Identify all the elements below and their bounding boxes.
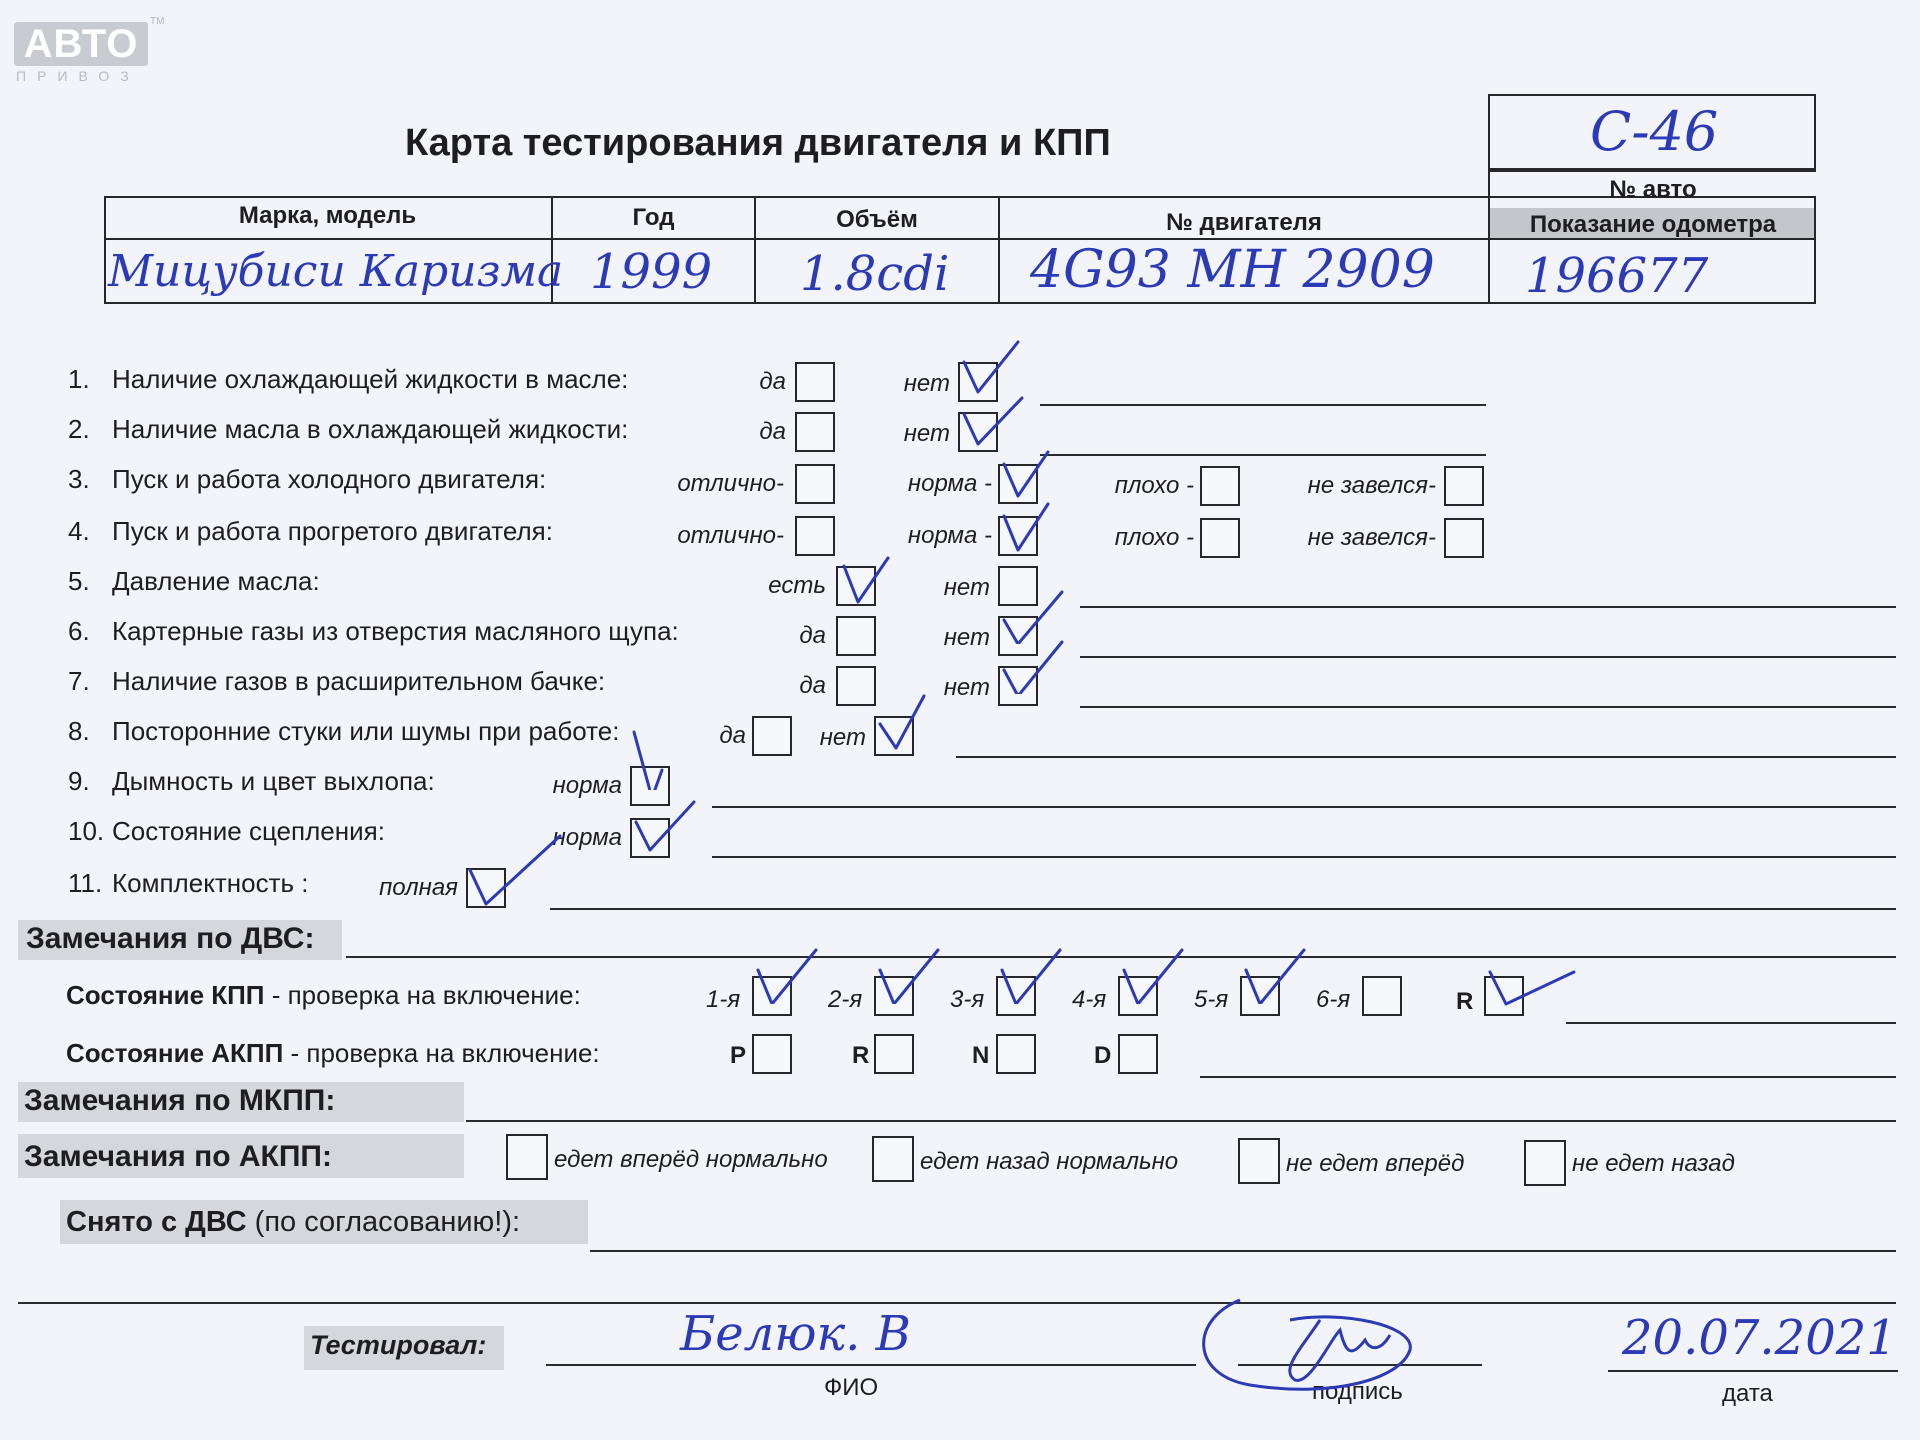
option-label: едет вперёд нормально — [554, 1146, 828, 1173]
checkbox-mode-p[interactable] — [752, 1034, 792, 1074]
checkbox-q7-yes[interactable] — [836, 666, 876, 706]
mode-label: N — [972, 1042, 990, 1069]
remarks-akpp-label: Замечания по АКПП: — [24, 1140, 332, 1173]
fio-line[interactable] — [546, 1364, 1196, 1366]
check-mark-q11 — [464, 830, 564, 910]
checkbox-q3-excellent[interactable] — [795, 464, 835, 504]
checkbox-q3-bad[interactable] — [1200, 466, 1240, 506]
question-2: 2. Наличие масла в охлаждающей жидкости: — [68, 414, 629, 444]
option-label: плохо - — [1114, 472, 1194, 499]
checkbox-akpp-reverse-ok[interactable] — [872, 1136, 914, 1182]
removed-label: Снято с ДВС (по согласованию!): — [66, 1206, 521, 1238]
question-3: 3. Пуск и работа холодного двигателя: — [68, 464, 547, 494]
option-label: отлично- — [677, 522, 784, 549]
kpp-notes-line[interactable] — [1566, 1022, 1896, 1024]
make-model-value: Мицубиси Каризма — [108, 246, 564, 297]
check-mark-q10 — [628, 798, 698, 858]
question-8: 8. Посторонние стуки или шумы при работе: — [68, 716, 620, 746]
checkbox-q1-yes[interactable] — [795, 362, 835, 402]
checkbox-q4-bad[interactable] — [1200, 518, 1240, 558]
question-9: 9. Дымность и цвет выхлопа: — [68, 766, 435, 796]
option-label: нет — [943, 574, 990, 601]
check-mark-q1 — [956, 336, 1026, 396]
car-number-label-divider — [1488, 170, 1816, 172]
option-label: не завелся- — [1307, 524, 1436, 551]
notes-line-q9[interactable] — [712, 806, 1896, 808]
volume-value: 1.8сdi — [800, 246, 950, 302]
checkbox-gear-6[interactable] — [1362, 976, 1402, 1016]
engine-number-label: № двигателя — [1166, 209, 1322, 236]
option-label: да — [759, 418, 786, 445]
signature-drawing — [1180, 1280, 1450, 1400]
date-line[interactable] — [1608, 1370, 1898, 1372]
check-mark-gear-r — [1482, 950, 1582, 1010]
option-label: полная — [379, 874, 458, 901]
check-mark-q3 — [996, 440, 1066, 500]
checkbox-mode-r[interactable] — [874, 1034, 914, 1074]
test-date: 20.07.2021 — [1622, 1310, 1897, 1366]
odometer-label: Показание одометра — [1529, 211, 1777, 238]
question-5: 5. Давление масла: — [68, 566, 320, 596]
logo-subtitle: ПРИВОЗ — [16, 68, 140, 84]
signature-label: подпись — [1312, 1378, 1403, 1405]
year-value: 1999 — [590, 244, 713, 300]
check-mark-gear-5 — [1238, 944, 1308, 1004]
option-label: отлично- — [677, 470, 784, 497]
option-label: нет — [903, 420, 950, 447]
option-label: плохо - — [1114, 524, 1194, 551]
checkbox-mode-n[interactable] — [996, 1034, 1036, 1074]
mode-label: R — [852, 1042, 870, 1069]
option-label: норма — [552, 824, 622, 851]
check-mark-q8 — [872, 690, 942, 750]
brand-logo: АВТО — [14, 22, 148, 66]
check-mark-q7 — [996, 634, 1066, 694]
question-10: 10. Состояние сцепления: — [68, 816, 385, 846]
notes-line-q10[interactable] — [712, 856, 1896, 858]
gear-label: R — [1456, 988, 1474, 1015]
odometer-value: 196677 — [1525, 248, 1709, 304]
option-label: не едет назад — [1572, 1150, 1735, 1177]
check-mark-gear-1 — [750, 944, 820, 1004]
notes-line-q11[interactable] — [550, 908, 1896, 910]
option-label: да — [799, 672, 826, 699]
check-mark-gear-3 — [994, 944, 1064, 1004]
car-number-value: C-46 — [1590, 100, 1719, 163]
checkbox-q4-no-start[interactable] — [1444, 518, 1484, 558]
mode-label: P — [730, 1042, 747, 1069]
checkbox-q2-yes[interactable] — [795, 412, 835, 452]
volume-label: Объём — [836, 206, 918, 233]
tested-label: Тестировал: — [310, 1330, 487, 1360]
checkbox-akpp-no-reverse[interactable] — [1524, 1140, 1566, 1186]
option-label: нет — [943, 674, 990, 701]
checkbox-q6-yes[interactable] — [836, 616, 876, 656]
notes-line-q5[interactable] — [1080, 606, 1896, 608]
option-label: не завелся- — [1307, 472, 1436, 499]
notes-line-q7[interactable] — [1080, 706, 1896, 708]
separator-line — [18, 1302, 1896, 1304]
option-label: да — [759, 368, 786, 395]
checkbox-mode-d[interactable] — [1118, 1034, 1158, 1074]
check-mark-q9 — [628, 730, 698, 790]
option-label: нет — [903, 370, 950, 397]
gear-label: 6-я — [1316, 986, 1351, 1013]
akpp-notes-line[interactable] — [1200, 1076, 1896, 1078]
gear-label: 5-я — [1194, 986, 1229, 1013]
check-mark-gear-4 — [1116, 944, 1186, 1004]
engine-number-value: 4G93 MH 2909 — [1030, 240, 1435, 300]
check-mark-q4 — [996, 494, 1066, 554]
option-label: норма - — [907, 522, 992, 549]
notes-line-q8[interactable] — [956, 756, 1896, 758]
fio-label: ФИО — [824, 1374, 879, 1401]
gear-label: 2-я — [828, 986, 863, 1013]
option-label: едет назад нормально — [920, 1148, 1179, 1175]
page-title: Карта тестирования двигателя и КПП — [405, 122, 1111, 164]
option-label: да — [799, 622, 826, 649]
remarks-mkpp-line[interactable] — [466, 1120, 1896, 1122]
check-mark-gear-2 — [872, 944, 942, 1004]
question-6: 6. Картерные газы из отверстия масляного щупа: — [68, 616, 679, 646]
car-number-label: № авто — [1609, 176, 1697, 203]
kpp-label: Состояние КПП - проверка на включение: — [66, 980, 581, 1010]
question-7: 7. Наличие газов в расширительном бачке: — [68, 666, 606, 696]
notes-line-q1[interactable] — [1040, 404, 1486, 406]
gear-label: 3-я — [950, 986, 985, 1013]
remarks-dvs-label: Замечания по ДВС: — [26, 922, 315, 955]
question-1: 1. Наличие охлаждающей жидкости в масле: — [68, 364, 629, 394]
year-label: Год — [632, 204, 675, 231]
checkbox-q4-excellent[interactable] — [795, 516, 835, 556]
check-mark-q5 — [836, 546, 906, 606]
notes-line-q6[interactable] — [1080, 656, 1896, 658]
mode-label: D — [1094, 1042, 1112, 1069]
notes-line-q2[interactable] — [1040, 454, 1486, 456]
option-label: нет — [943, 624, 990, 651]
question-11: 11. Комплектность : — [68, 868, 309, 898]
checkbox-q3-no-start[interactable] — [1444, 466, 1484, 506]
remarks-mkpp-label: Замечания по МКПП: — [24, 1084, 336, 1117]
akpp-label: Состояние АКПП - проверка на включение: — [66, 1038, 600, 1068]
logo-trademark: TM — [150, 16, 165, 27]
option-label: есть — [768, 572, 826, 599]
tester-name: Белюк. В — [680, 1306, 911, 1362]
option-label: норма - — [907, 470, 992, 497]
checkbox-akpp-no-forward[interactable] — [1238, 1138, 1280, 1184]
gear-label: 1-я — [706, 986, 741, 1013]
removed-line[interactable] — [590, 1250, 1896, 1252]
checkbox-akpp-forward-ok[interactable] — [506, 1134, 548, 1180]
question-4: 4. Пуск и работа прогретого двигателя: — [68, 516, 553, 546]
option-label: не едет вперёд — [1286, 1150, 1465, 1177]
checkbox-q8-yes[interactable] — [752, 716, 792, 756]
make-model-label: Марка, модель — [238, 202, 417, 229]
gear-label: 4-я — [1072, 986, 1107, 1013]
option-label: нет — [819, 724, 866, 751]
option-label: норма — [552, 772, 622, 799]
option-label: да — [719, 722, 746, 749]
date-label: дата — [1722, 1380, 1773, 1407]
